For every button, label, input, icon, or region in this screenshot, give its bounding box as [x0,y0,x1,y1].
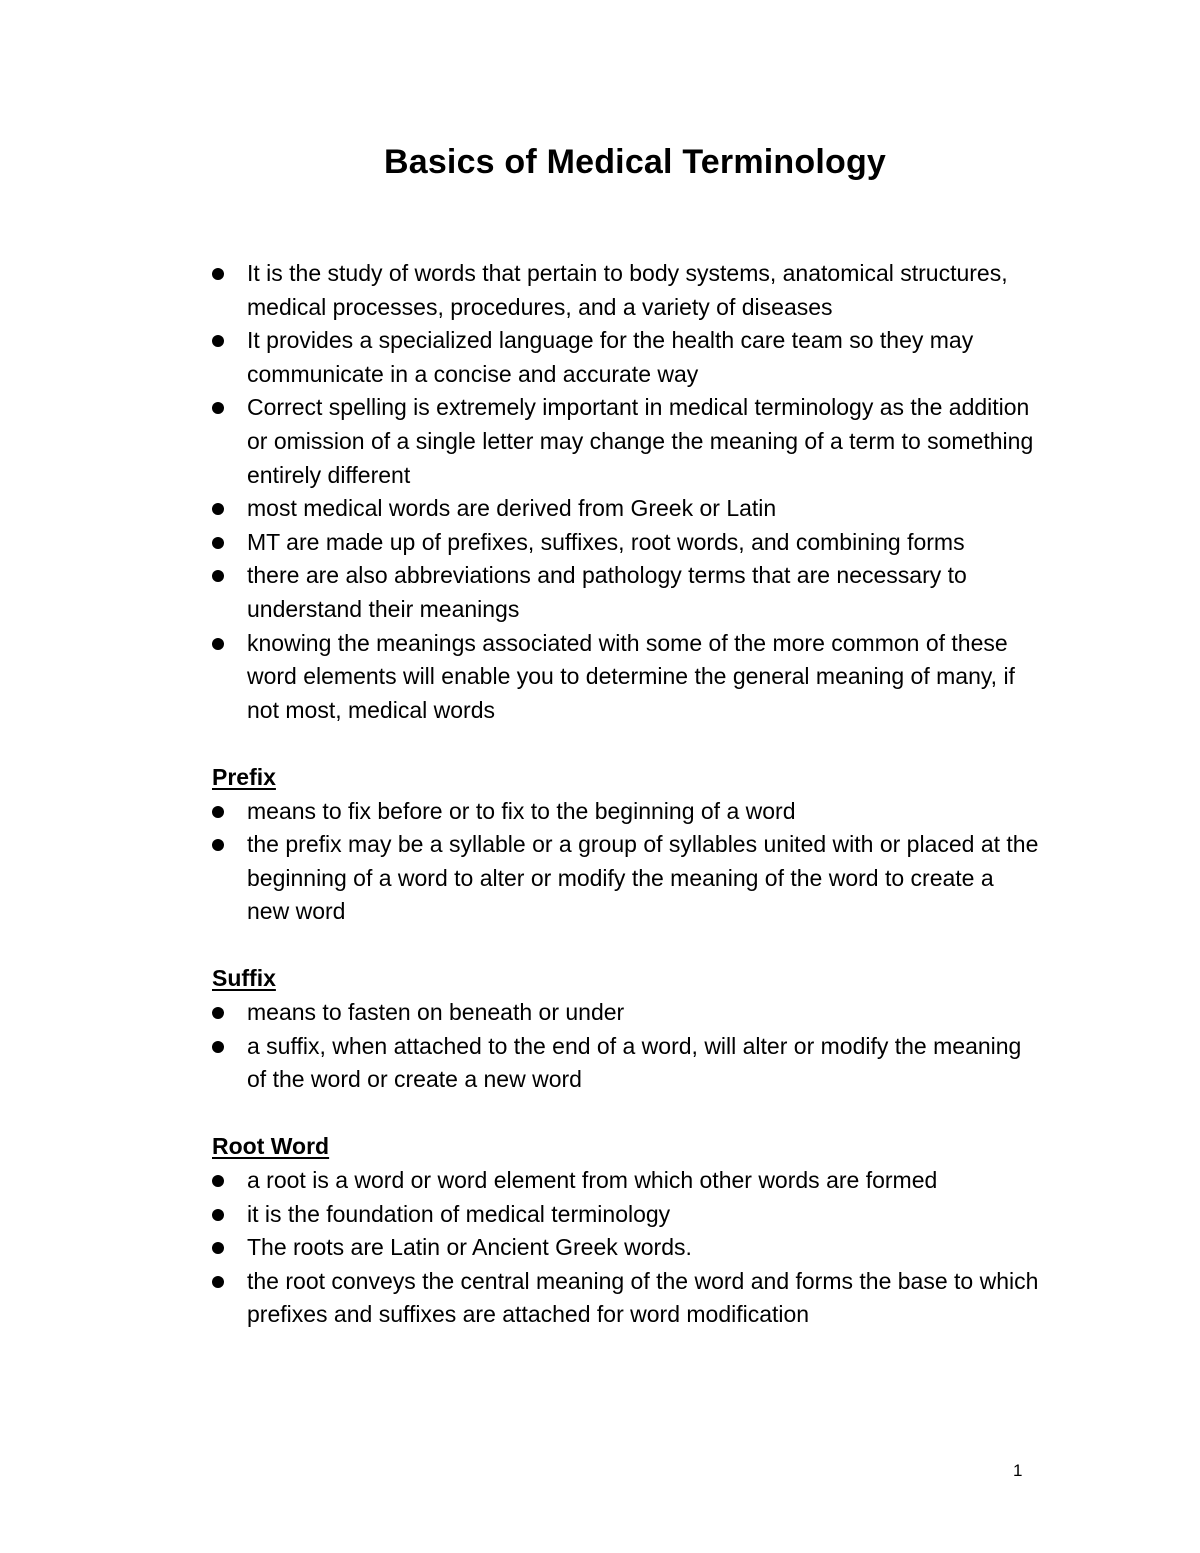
list-item [212,492,1042,526]
list-item [212,526,1042,560]
section-suffix [212,962,1042,1096]
list-item [212,1030,1042,1097]
list-item-text: there are also abbreviations and pathology terms that are necessary to understand their meanings [247,562,967,622]
bullet-icon [212,1209,224,1221]
root-word-bullet-list [212,1164,1042,1332]
list-item [212,559,1042,626]
bullet-icon [212,1007,224,1019]
list-item [212,627,1042,728]
list-item [212,257,1042,324]
page-number: 1 [1013,1461,1023,1480]
list-item [212,1198,1042,1232]
bullet-icon [212,503,224,515]
bullet-icon [212,335,224,347]
list-item-text: most medical words are derived from Greek or Latin [247,495,777,522]
list-item-text: MT are made up of prefixes, suffixes, root words, and combining forms [247,528,965,555]
page-title: Basics of Medical Terminology [383,143,887,181]
list-item [212,391,1042,492]
section-heading: Prefix [212,763,276,790]
bullet-icon [212,806,224,818]
section-root-word [212,1130,1042,1332]
bullet-icon [212,537,224,549]
list-item-text: means to fasten on beneath or under [247,999,625,1026]
list-item-text: a root is a word or word element from which other words are formed [247,1167,938,1194]
list-item-text: It provides a specialized language for the health care team so they may communicate in a concise and accurate way [247,327,974,387]
list-item-text: The roots are Latin or Ancient Greek words. [247,1234,692,1261]
list-item-text: the root conveys the central meaning of the word and forms the base to which prefixes and suffixes are attached for word modification [247,1267,1039,1328]
list-item [212,324,1042,391]
section-heading: Root Word [212,1133,330,1160]
document-body [212,257,1042,1332]
bullet-icon [212,570,224,582]
bullet-icon [212,1242,224,1254]
bullet-icon [212,1041,224,1053]
list-item-text: knowing the meanings associated with some of the more common of these word elements will enable you to determine the general meaning of many, if not most, medical words [247,629,1015,723]
bullet-icon [212,1175,224,1187]
list-item-text: it is the foundation of medical terminology [247,1200,671,1227]
list-item-text: Correct spelling is extremely important in medical terminology as the addition or omission of a single letter may change the meaning of a term to something entirely different [247,394,1034,488]
list-item-text: It is the study of words that pertain to body systems, anatomical structures, medical processes, procedures, and a variety of diseases [247,260,1008,320]
prefix-bullet-list [212,795,1042,929]
list-item [212,1164,1042,1198]
list-item-text: the prefix may be a syllable or a group of syllables united with or placed at the beginning of a word to alter or modify the meaning of the word to create a new word [247,831,1039,925]
list-item [212,996,1042,1030]
suffix-bullet-list [212,996,1042,1097]
list-item [212,1265,1042,1332]
bullet-icon [212,268,224,280]
list-item [212,828,1042,929]
bullet-icon [212,402,224,414]
bullet-icon [212,839,224,851]
section-prefix [212,761,1042,929]
list-item [212,795,1042,829]
list-item [212,1231,1042,1265]
bullet-icon [212,638,224,650]
list-item-text: means to fix before or to fix to the beginning of a word [247,797,796,824]
list-item-text: a suffix, when attached to the end of a word, will alter or modify the meaning of the word or create a new word [247,1032,1022,1093]
section-heading: Suffix [212,965,276,992]
intro-bullet-list [212,257,1042,727]
bullet-icon [212,1276,224,1288]
